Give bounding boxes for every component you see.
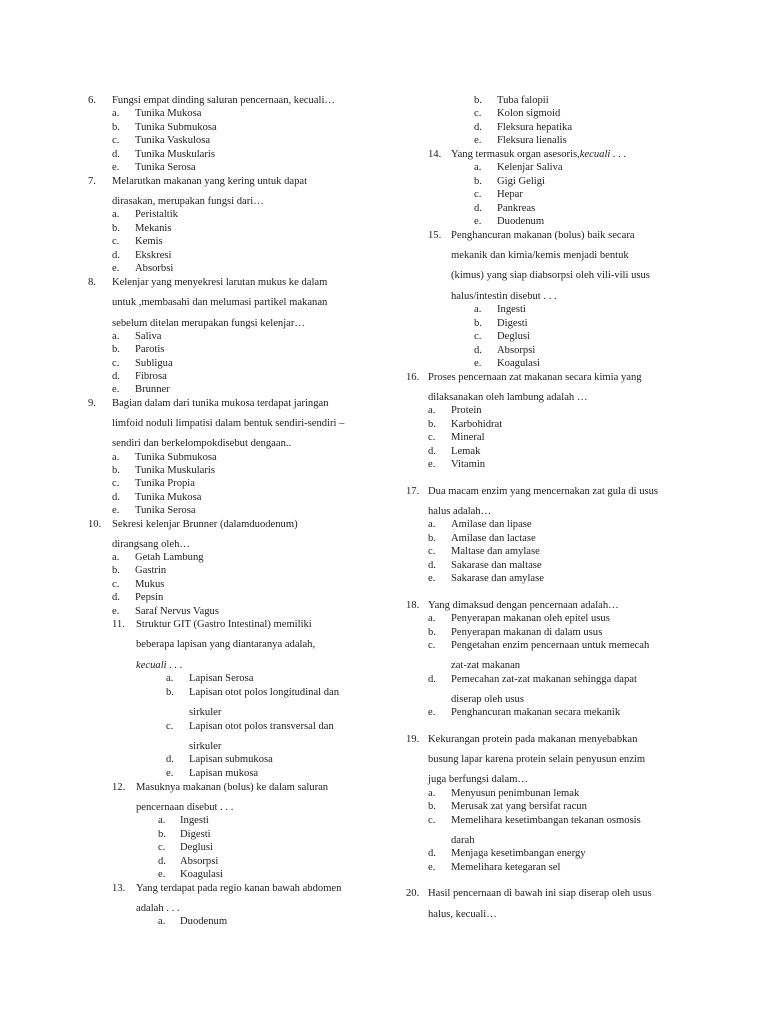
option-letter: d. bbox=[166, 754, 174, 765]
option-text: sirkuler bbox=[189, 741, 222, 752]
option-text: Lapisan otot polos transversal dan bbox=[189, 721, 334, 732]
question-stem-line: Dua macam enzim yang mencernakan zat gula di usus bbox=[428, 486, 659, 497]
option-letter: b. bbox=[112, 344, 120, 355]
question-stem-line: dilaksanakan oleh lambung adalah … bbox=[428, 392, 588, 403]
option-text: Fleksura lienalis bbox=[497, 135, 567, 146]
question-stem-line: Yang terdapat pada regio kanan bawah abdomen bbox=[136, 883, 342, 894]
question-stem-line: Fungsi empat dinding saluran pencernaan, kecuali… bbox=[112, 95, 335, 106]
option-text: Amilase dan lipase bbox=[451, 519, 532, 530]
option-letter: e. bbox=[428, 862, 436, 873]
option-text: diserap oleh usus bbox=[451, 694, 524, 705]
question-number: 11. bbox=[112, 619, 125, 630]
option-text: Tunika Submukosa bbox=[135, 122, 217, 133]
option-text: Amilase dan lactase bbox=[451, 533, 536, 544]
option-text: Koagulasi bbox=[497, 358, 540, 369]
option-text: Digesti bbox=[180, 829, 211, 840]
option-text: sirkuler bbox=[189, 707, 222, 718]
option-letter: b. bbox=[428, 801, 436, 812]
option-letter: a. bbox=[112, 209, 120, 220]
question-stem-line: Yang dimaksud dengan pencernaan adalah… bbox=[428, 600, 619, 611]
option-letter: d. bbox=[428, 446, 436, 457]
question-stem-line: adalah . . . bbox=[136, 903, 180, 914]
option-letter: b. bbox=[474, 176, 482, 187]
option-text: Absorpsi bbox=[180, 856, 219, 867]
option-text: Duodenum bbox=[497, 216, 545, 227]
option-text: Lapisan mukosa bbox=[189, 768, 259, 779]
option-letter: c. bbox=[166, 721, 174, 732]
option-text: Tunika Muskularis bbox=[135, 465, 215, 476]
question-number: 18. bbox=[406, 600, 420, 611]
option-text: Tunika Submukosa bbox=[135, 452, 217, 463]
question-stem-line: Bagian dalam dari tunika mukosa terdapat jaringan bbox=[112, 398, 329, 409]
question-stem-line: beberapa lapisan yang diantaranya adalah, bbox=[136, 639, 316, 650]
option-text: Digesti bbox=[497, 318, 528, 329]
option-text: zat-zat makanan bbox=[451, 660, 521, 671]
question-stem-line: (kimus) yang siap diabsorpsi oleh vili-vili usus bbox=[451, 270, 650, 281]
option-letter: e. bbox=[112, 384, 120, 395]
option-text: Saraf Nervus Vagus bbox=[135, 606, 219, 617]
option-text: Gigi Geligi bbox=[497, 176, 545, 187]
option-letter: c. bbox=[474, 108, 482, 119]
option-letter: e. bbox=[474, 216, 482, 227]
option-text: Lemak bbox=[451, 446, 481, 457]
option-text: Gastrin bbox=[135, 565, 167, 576]
question-stem-line: Hasil pencernaan di bawah ini siap diserap oleh usus bbox=[428, 888, 652, 899]
question-stem-line: dirangsang oleh… bbox=[112, 539, 190, 550]
option-text: Absorbsi bbox=[135, 263, 174, 274]
option-letter: e. bbox=[158, 869, 166, 880]
option-text: Karbohidrat bbox=[451, 419, 503, 430]
option-letter: a. bbox=[112, 552, 120, 563]
question-number: 10. bbox=[88, 519, 102, 530]
question-stem-line: mekanik dan kimia/kemis menjadi bentuk bbox=[451, 250, 629, 261]
option-letter: b. bbox=[428, 419, 436, 430]
option-letter: b. bbox=[112, 465, 120, 476]
option-text: Hepar bbox=[497, 189, 523, 200]
option-text: Kemis bbox=[135, 236, 163, 247]
option-text: Ingesti bbox=[180, 815, 209, 826]
option-text: Ingesti bbox=[497, 304, 526, 315]
option-letter: c. bbox=[158, 842, 166, 853]
option-text: Pepsin bbox=[135, 592, 164, 603]
question-stem-line: Kelenjar yang menyekresi larutan mukus ke dalam bbox=[112, 277, 328, 288]
option-letter: d. bbox=[112, 250, 120, 261]
option-text: Pengetahan enzim pencernaan untuk memecah bbox=[451, 640, 650, 651]
option-text: Ekskresi bbox=[135, 250, 172, 261]
option-text: Mekanis bbox=[135, 223, 172, 234]
option-letter: b. bbox=[428, 533, 436, 544]
option-text: Tuba falopii bbox=[497, 95, 549, 106]
question-stem-line: halus, kecuali… bbox=[428, 909, 497, 920]
option-text: Absorpsi bbox=[497, 345, 536, 356]
option-text: Saliva bbox=[135, 331, 162, 342]
question-stem-line: sendiri dan berkelompokdisebut dengaan.. bbox=[112, 438, 292, 449]
option-text: Protein bbox=[451, 405, 482, 416]
option-letter: e. bbox=[112, 162, 120, 173]
question-stem-line: Masuknya makanan (bolus) ke dalam saluran bbox=[136, 782, 329, 793]
option-text: Lapisan submukosa bbox=[189, 754, 273, 765]
option-text: Peristaltik bbox=[135, 209, 178, 220]
option-letter: e. bbox=[428, 459, 436, 470]
option-text: Memelihara ketegaran sel bbox=[451, 862, 561, 873]
question-stem-line: Penghancuran makanan (bolus) baik secara bbox=[451, 230, 635, 241]
option-letter: a. bbox=[158, 916, 166, 927]
option-text: Getah Lambung bbox=[135, 552, 204, 563]
option-letter: b. bbox=[166, 687, 174, 698]
option-letter: d. bbox=[158, 856, 166, 867]
option-letter: a. bbox=[112, 108, 120, 119]
option-text: Tunika Muskularis bbox=[135, 149, 215, 160]
question-stem-line: pencernaan disebut . . . bbox=[136, 802, 234, 813]
option-letter: a. bbox=[428, 405, 436, 416]
option-letter: c. bbox=[474, 189, 482, 200]
option-text: darah bbox=[451, 835, 475, 846]
option-letter: c. bbox=[112, 135, 120, 146]
option-letter: a. bbox=[112, 452, 120, 463]
option-letter: a. bbox=[428, 613, 436, 624]
option-letter: c. bbox=[112, 579, 120, 590]
question-stem-line: sebelum ditelan merupakan fungsi kelenjar… bbox=[112, 318, 305, 329]
option-letter: c. bbox=[428, 815, 436, 826]
option-text: Kelenjar Saliva bbox=[497, 162, 563, 173]
option-letter: d. bbox=[112, 592, 120, 603]
option-letter: e. bbox=[474, 358, 482, 369]
option-letter: d. bbox=[112, 492, 120, 503]
option-text: Deglusi bbox=[180, 842, 213, 853]
option-text: Tunika Serosa bbox=[135, 162, 196, 173]
option-text: Menjaga kesetimbangan energy bbox=[451, 848, 586, 859]
option-text: Penyerapan makanan oleh epitel usus bbox=[451, 613, 610, 624]
question-italic: kecuali . . . bbox=[579, 149, 627, 160]
question-stem-line: Kekurangan protein pada makanan menyebabkan bbox=[428, 734, 638, 745]
question-number: 12. bbox=[112, 782, 126, 793]
option-text: Sakarase dan amylase bbox=[451, 573, 544, 584]
option-letter: d. bbox=[428, 560, 436, 571]
option-text: Memelihara kesetimbangan tekanan osmosis bbox=[451, 815, 641, 826]
option-letter: b. bbox=[112, 223, 120, 234]
option-letter: a. bbox=[474, 304, 482, 315]
option-text: Mukus bbox=[135, 579, 165, 590]
option-letter: c. bbox=[474, 331, 482, 342]
question-number: 15. bbox=[428, 230, 442, 241]
option-letter: a. bbox=[166, 673, 174, 684]
question-stem-line: busung lapar karena protein selain penyusun enzim bbox=[428, 754, 646, 765]
option-text: Tunika Propia bbox=[135, 478, 195, 489]
option-letter: c. bbox=[112, 236, 120, 247]
option-text: Fleksura hepatika bbox=[497, 122, 573, 133]
option-letter: e. bbox=[112, 505, 120, 516]
option-text: Tunika Mukosa bbox=[135, 492, 202, 503]
question-number: 17. bbox=[406, 486, 420, 497]
question-stem-line: untuk ,membasahi dan melumasi partikel makanan bbox=[112, 297, 328, 308]
question-number: 8. bbox=[88, 277, 96, 288]
option-text: Kolon sigmoid bbox=[497, 108, 561, 119]
option-letter: b. bbox=[474, 95, 482, 106]
option-letter: e. bbox=[428, 707, 436, 718]
option-text: Koagulasi bbox=[180, 869, 223, 880]
option-text: Pemecahan zat-zat makanan sehingga dapat bbox=[451, 674, 637, 685]
option-letter: e. bbox=[112, 263, 120, 274]
question-number: 16. bbox=[406, 372, 420, 383]
question-italic: kecuali . . . bbox=[136, 660, 183, 671]
option-text: Penghancuran makanan secara mekanik bbox=[451, 707, 621, 718]
option-letter: b. bbox=[428, 627, 436, 638]
question-number: 19. bbox=[406, 734, 420, 745]
option-letter: e. bbox=[474, 135, 482, 146]
option-text: Sakarase dan maltase bbox=[451, 560, 542, 571]
option-letter: b. bbox=[112, 122, 120, 133]
option-text: Maltase dan amylase bbox=[451, 546, 540, 557]
option-text: Deglusi bbox=[497, 331, 530, 342]
option-letter: a. bbox=[474, 162, 482, 173]
option-text: Mineral bbox=[451, 432, 485, 443]
option-text: Tunika Vaskulosa bbox=[135, 135, 211, 146]
option-letter: b. bbox=[112, 565, 120, 576]
question-stem-line: Struktur GIT (Gastro Intestinal) memiliki bbox=[136, 619, 312, 630]
question-stem-line: Yang termasuk organ asesoris, bbox=[451, 149, 580, 160]
question-number: 20. bbox=[406, 888, 420, 899]
question-stem-line: halus adalah… bbox=[428, 506, 492, 517]
option-letter: d. bbox=[428, 674, 436, 685]
question-number: 6. bbox=[88, 95, 96, 106]
option-letter: e. bbox=[428, 573, 436, 584]
option-text: Subligua bbox=[135, 358, 173, 369]
option-text: Menyusun penimbunan lemak bbox=[451, 788, 580, 799]
question-stem-line: Melarutkan makanan yang kering untuk dapat bbox=[112, 176, 308, 187]
option-letter: d. bbox=[428, 848, 436, 859]
question-stem-line: Sekresi kelenjar Brunner (dalamduodenum) bbox=[112, 519, 298, 530]
question-number: 7. bbox=[88, 176, 96, 187]
option-letter: d. bbox=[112, 149, 120, 160]
option-text: Tunika Serosa bbox=[135, 505, 196, 516]
question-stem-line: halus/intestin disebut . . . bbox=[451, 291, 557, 302]
option-letter: d. bbox=[474, 345, 482, 356]
option-letter: b. bbox=[158, 829, 166, 840]
option-letter: c. bbox=[112, 478, 120, 489]
option-text: Parotis bbox=[135, 344, 165, 355]
option-text: Fibrosa bbox=[135, 371, 167, 382]
option-text: Lapisan otot polos longitudinal dan bbox=[189, 687, 340, 698]
question-number: 9. bbox=[88, 398, 96, 409]
option-letter: e. bbox=[166, 768, 174, 779]
question-number: 14. bbox=[428, 149, 442, 160]
option-text: Pankreas bbox=[497, 203, 536, 214]
option-letter: c. bbox=[428, 546, 436, 557]
option-letter: b. bbox=[474, 318, 482, 329]
option-text: Lapisan Serosa bbox=[189, 673, 254, 684]
option-letter: c. bbox=[428, 432, 436, 443]
option-letter: e. bbox=[112, 606, 120, 617]
option-letter: a. bbox=[112, 331, 120, 342]
option-text: Penyerapan makanan di dalam usus bbox=[451, 627, 603, 638]
question-stem-line: juga berfungsi dalam… bbox=[428, 774, 529, 785]
question-stem-line: dirasakan, merupakan fungsi dari… bbox=[112, 196, 264, 207]
option-text: Vitamin bbox=[451, 459, 486, 470]
option-text: Brunner bbox=[135, 384, 170, 395]
option-letter: a. bbox=[158, 815, 166, 826]
option-letter: d. bbox=[474, 122, 482, 133]
question-stem-line: Proses pencernaan zat makanan secara kimia yang bbox=[428, 372, 642, 383]
question-number: 13. bbox=[112, 883, 126, 894]
option-text: Duodenum bbox=[180, 916, 228, 927]
option-letter: d. bbox=[112, 371, 120, 382]
question-stem-line: limfoid noduli limpatisi dalam bentuk sendiri-sendiri – bbox=[112, 418, 345, 429]
option-letter: a. bbox=[428, 788, 436, 799]
option-letter: d. bbox=[474, 203, 482, 214]
option-letter: c. bbox=[428, 640, 436, 651]
option-letter: a. bbox=[428, 519, 436, 530]
option-text: Tunika Mukosa bbox=[135, 108, 202, 119]
option-letter: c. bbox=[112, 358, 120, 369]
option-text: Merusak zat yang bersifat racun bbox=[451, 801, 587, 812]
